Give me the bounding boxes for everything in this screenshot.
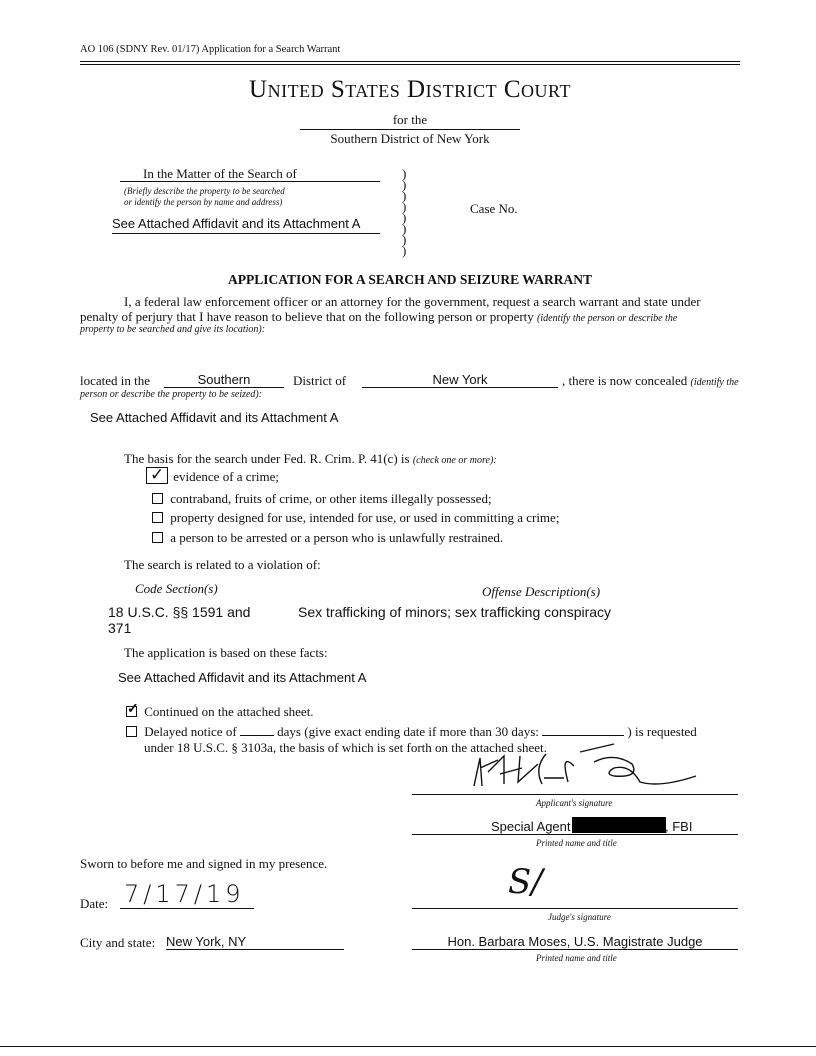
basis-option-label: evidence of a crime;	[173, 469, 279, 484]
basis-option-label: contraband, fruits of crime, or other items illegally possessed;	[170, 491, 492, 506]
offense-header: Offense Description(s)	[482, 584, 601, 599]
intro-line-3: property to be searched and give its location):	[80, 324, 266, 335]
continued-row	[126, 704, 314, 720]
district-rule	[300, 129, 520, 130]
judge-signature-mark: S/	[508, 862, 543, 902]
code-section-header: Code Section(s)	[135, 581, 218, 596]
facts-value: See Attached Affidavit and its Attachment A	[118, 670, 367, 685]
judge-name-caption: Printed name and title	[536, 953, 617, 963]
date-label: Date:	[80, 896, 109, 911]
basis-intro: The basis for the search under Fed. R. Crim. P. 41(c) is	[124, 451, 410, 466]
delayed-label-b: days (give exact ending date if more than 30 days:	[277, 724, 539, 739]
applicant-signature	[464, 738, 704, 794]
caption-brace: ) ) ) ) ) ) ) )	[402, 166, 407, 258]
applicant-signature-line	[412, 794, 738, 795]
applicant-name-line	[412, 834, 738, 835]
city-label: City and state:	[80, 935, 156, 950]
caption-instruction-2: or identify the person by name and address)	[124, 197, 283, 207]
evidence-checkbox[interactable]	[146, 467, 168, 484]
property-checkbox[interactable]	[152, 512, 163, 523]
for-the: for the	[392, 112, 428, 127]
applicant-name-suffix: , FBI	[665, 819, 693, 834]
facts-intro: The application is based on these facts:	[124, 645, 328, 660]
basis-option-label: a person to be arrested or a person who is unlawfully restrained.	[170, 530, 504, 545]
court-title: United States District Court	[249, 76, 571, 103]
intro-line-2-note: (identify the person or describe the	[537, 313, 678, 324]
continued-label: Continued on the attached sheet.	[144, 704, 314, 719]
basis-option-person	[152, 530, 503, 546]
code-section-line-2: 371	[108, 620, 132, 636]
delayed-checkbox[interactable]	[126, 726, 137, 737]
code-section-line-1: 18 U.S.C. §§ 1591 and	[108, 604, 251, 620]
intro-line-1: I, a federal law enforcement officer or an attorney for the government, request a search warrant and state under	[124, 294, 701, 309]
located-in-label: located in the	[80, 373, 151, 388]
seized-property: See Attached Affidavit and its Attachment A	[90, 410, 339, 425]
check-mark-icon: ✓	[127, 702, 139, 717]
district-name: Southern District of New York	[330, 131, 490, 146]
intro-line-2: penalty of perjury that I have reason to believe that on the following person or property	[80, 309, 534, 324]
applicant-name: Special Agent	[491, 819, 571, 834]
case-no-label: Case No.	[470, 201, 518, 216]
footer-rule	[0, 1046, 816, 1047]
delayed-label-a: Delayed notice of	[144, 724, 237, 739]
basis-option-contraband	[152, 491, 492, 507]
continued-checkbox[interactable]	[126, 702, 139, 717]
header-rule	[80, 61, 740, 62]
header-rule-2	[80, 64, 740, 65]
caption-rule	[120, 181, 380, 182]
district-of-label: District of	[293, 373, 347, 388]
caption-property-rule	[112, 233, 380, 234]
basis-option-evidence	[146, 467, 279, 485]
basis-intro-note: (check one or more):	[412, 455, 497, 466]
delayed-label-c: ) is requested	[627, 724, 697, 739]
state-value: New York	[362, 372, 558, 388]
applicant-name-caption: Printed name and title	[536, 838, 617, 848]
redaction-bar	[572, 817, 666, 833]
district-value: Southern	[164, 372, 284, 388]
concealed-note: (identify the	[690, 377, 739, 388]
delayed-line-2: under 18 U.S.C. § 3103a, the basis of which is set forth on the attached sheet.	[144, 740, 547, 755]
caption-instruction-1: (Briefly describe the property to be searched	[124, 186, 285, 196]
city-value: New York, NY	[166, 934, 344, 950]
caption-property: See Attached Affidavit and its Attachment A	[112, 216, 361, 231]
form-id: AO 106 (SDNY Rev. 01/17) Application for a Search Warrant	[80, 44, 341, 55]
sworn-statement: Sworn to before me and signed in my presence.	[80, 856, 328, 871]
basis-option-label: property designed for use, intended for use, or used in committing a crime;	[170, 510, 560, 525]
violation-intro: The search is related to a violation of:	[124, 557, 321, 572]
date-value: 7/17/19	[120, 880, 254, 909]
judge-name: Hon. Barbara Moses, U.S. Magistrate Judge	[412, 934, 738, 950]
check-mark-icon: ✓	[150, 465, 165, 484]
offense-description: Sex trafficking of minors; sex trafficking conspiracy	[298, 604, 612, 620]
concealed-label: , there is now concealed	[562, 373, 688, 388]
location-line-2: person or describe the property to be seized):	[80, 389, 263, 400]
in-matter-label: In the Matter of the Search of	[143, 166, 297, 181]
delayed-days-field[interactable]	[240, 735, 274, 736]
delayed-date-field[interactable]	[542, 735, 624, 736]
contraband-checkbox[interactable]	[152, 493, 163, 504]
application-heading: APPLICATION FOR A SEARCH AND SEIZURE WARRANT	[227, 272, 593, 287]
basis-option-property	[152, 510, 559, 526]
judge-signature-line	[412, 908, 738, 909]
person-checkbox[interactable]	[152, 532, 163, 543]
applicant-signature-caption: Applicant's signature	[536, 798, 613, 808]
judge-signature-caption: Judge's signature	[548, 912, 611, 922]
